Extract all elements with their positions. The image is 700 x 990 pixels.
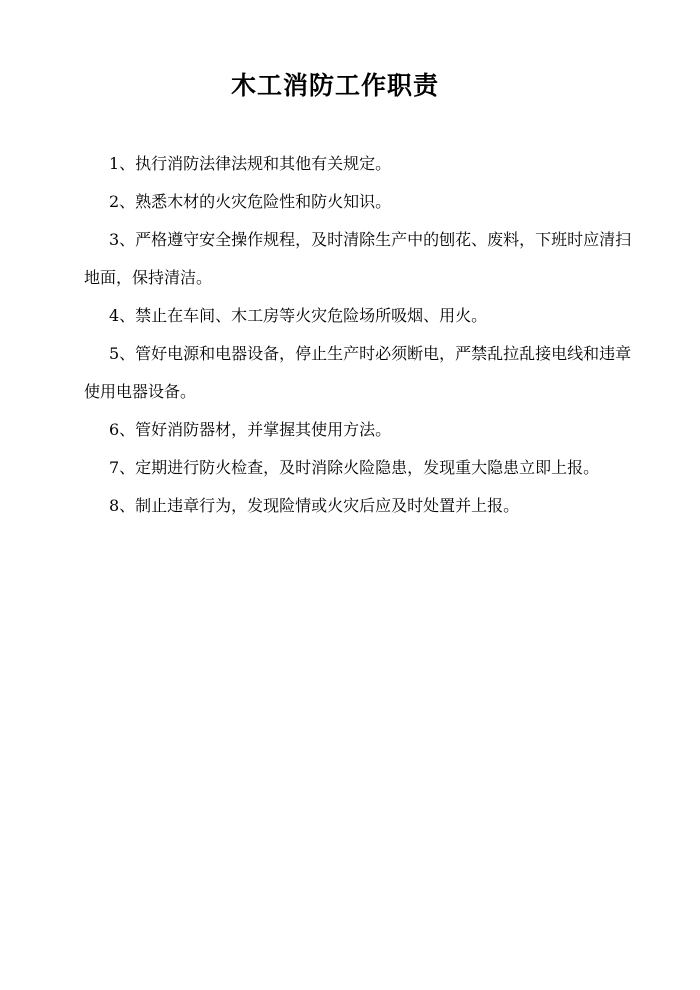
clause-list (84, 145, 632, 525)
clause-6: 6、管好消防器材，并掌握其使用方法。 (109, 420, 392, 439)
clause-1: 1、执行消防法律法规和其他有关规定。 (109, 154, 392, 173)
clause-8: 8、制止违章行为，发现险情或火灾后应及时处置并上报。 (109, 496, 520, 515)
document-title: 木工消防工作职责 (230, 71, 439, 100)
clause-3: 3、严格遵守安全操作规程，及时清除生产中的刨花、废料，下班时应清扫地面，保持清洁。 (84, 230, 632, 287)
clause-4: 4、禁止在车间、木工房等火灾危险场所吸烟、用火。 (109, 306, 488, 325)
clause-2: 2、熟悉木材的火灾危险性和防火知识。 (109, 192, 392, 211)
clause-7: 7、定期进行防火检查，及时消除火险隐患，发现重大隐患立即上报。 (109, 458, 600, 477)
clause-5: 5、管好电源和电器设备，停止生产时必须断电，严禁乱拉乱接电线和违章使用电器设备。 (84, 344, 632, 401)
